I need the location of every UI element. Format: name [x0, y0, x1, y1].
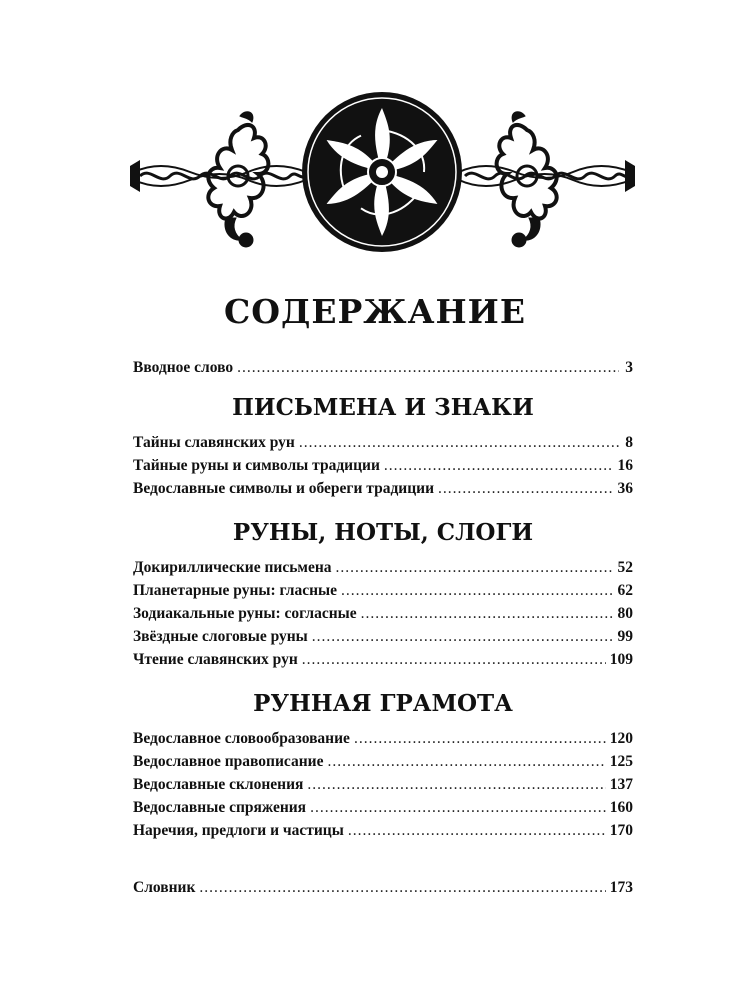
- toc-entry-page: 80: [617, 605, 633, 622]
- toc-entry-intro[interactable]: [133, 356, 633, 379]
- toc-entry-page: 170: [609, 822, 633, 839]
- toc-entry-label: Вводное слово: [133, 359, 234, 376]
- toc-entry[interactable]: [133, 727, 633, 750]
- toc-entry[interactable]: [133, 454, 633, 477]
- toc-entry-page: 62: [617, 582, 633, 599]
- toc-entry-page: 137: [609, 776, 633, 793]
- toc-entry-label: Ведославные символы и обереги традиции: [133, 480, 435, 497]
- toc-entry-page: 173: [609, 879, 633, 896]
- toc-entry-label: Ведославные склонения: [133, 776, 304, 793]
- celtic-knot-sun-ornament-icon: [130, 90, 635, 255]
- toc-leader-dots: [237, 356, 619, 379]
- toc-leader-dots: [302, 648, 606, 671]
- toc-entry[interactable]: [133, 602, 633, 625]
- toc-entry-page: 160: [609, 799, 633, 816]
- toc-leader-dots: [312, 625, 614, 648]
- toc-entry-page: 120: [609, 730, 633, 747]
- toc-entry[interactable]: [133, 750, 633, 773]
- toc-entry-page: 125: [609, 753, 633, 770]
- toc-entry-label: Докириллические письмена: [133, 559, 332, 576]
- toc-leader-dots: [384, 454, 614, 477]
- toc-entry-label: Зодиакальные руны: согласные: [133, 605, 357, 622]
- toc-entry[interactable]: [133, 773, 633, 796]
- toc-entry-page: 8: [625, 434, 633, 451]
- toc-entry-label: Ведославные спряжения: [133, 799, 307, 816]
- toc-entry-label: Чтение славянских рун: [133, 651, 298, 668]
- toc-entry-page: 99: [617, 628, 633, 645]
- table-of-contents: [133, 356, 633, 899]
- toc-entry-label: Тайные руны и символы традиции: [133, 457, 380, 474]
- toc-leader-dots: [361, 602, 614, 625]
- toc-leader-dots: [348, 819, 606, 842]
- toc-entry-label: Тайны славянских рун: [133, 434, 295, 451]
- section-heading: ПИСЬМЕНА И ЗНАКИ: [232, 394, 534, 421]
- toc-entry-label: Наречия, предлоги и частицы: [133, 822, 344, 839]
- toc-entry[interactable]: [133, 819, 633, 842]
- toc-leader-dots: [327, 750, 605, 773]
- toc-entry-label: Звёздные слоговые руны: [133, 628, 308, 645]
- toc-leader-dots: [299, 431, 619, 454]
- toc-entry-page: 52: [617, 559, 633, 576]
- toc-entry[interactable]: [133, 431, 633, 454]
- toc-entry-label: Словник: [133, 879, 196, 896]
- toc-entry[interactable]: [133, 556, 633, 579]
- toc-leader-dots: [336, 556, 614, 579]
- toc-entry-closing[interactable]: [133, 876, 633, 899]
- toc-entry-label: Планетарные руны: гласные: [133, 582, 337, 599]
- toc-entry[interactable]: [133, 579, 633, 602]
- toc-leader-dots: [310, 796, 606, 819]
- toc-leader-dots: [341, 579, 614, 602]
- toc-leader-dots: [199, 876, 605, 899]
- section-heading: РУНЫ, НОТЫ, СЛОГИ: [232, 519, 534, 546]
- toc-entry-label: Ведославное правописание: [133, 753, 324, 770]
- page-title: СОДЕРЖАНИЕ: [223, 292, 526, 331]
- toc-entry-page: 36: [617, 480, 633, 497]
- toc-entry-page: 3: [625, 359, 633, 376]
- toc-entry[interactable]: [133, 477, 633, 500]
- section-heading: РУННАЯ ГРАМОТА: [253, 690, 513, 717]
- toc-leader-dots: [354, 727, 606, 750]
- toc-entry[interactable]: [133, 796, 633, 819]
- toc-entry[interactable]: [133, 625, 633, 648]
- toc-leader-dots: [307, 773, 605, 796]
- toc-entry-page: 109: [609, 651, 633, 668]
- toc-entry[interactable]: [133, 648, 633, 671]
- toc-entry-page: 16: [617, 457, 633, 474]
- toc-entry-label: Ведославное словообразование: [133, 730, 350, 747]
- toc-leader-dots: [438, 477, 613, 500]
